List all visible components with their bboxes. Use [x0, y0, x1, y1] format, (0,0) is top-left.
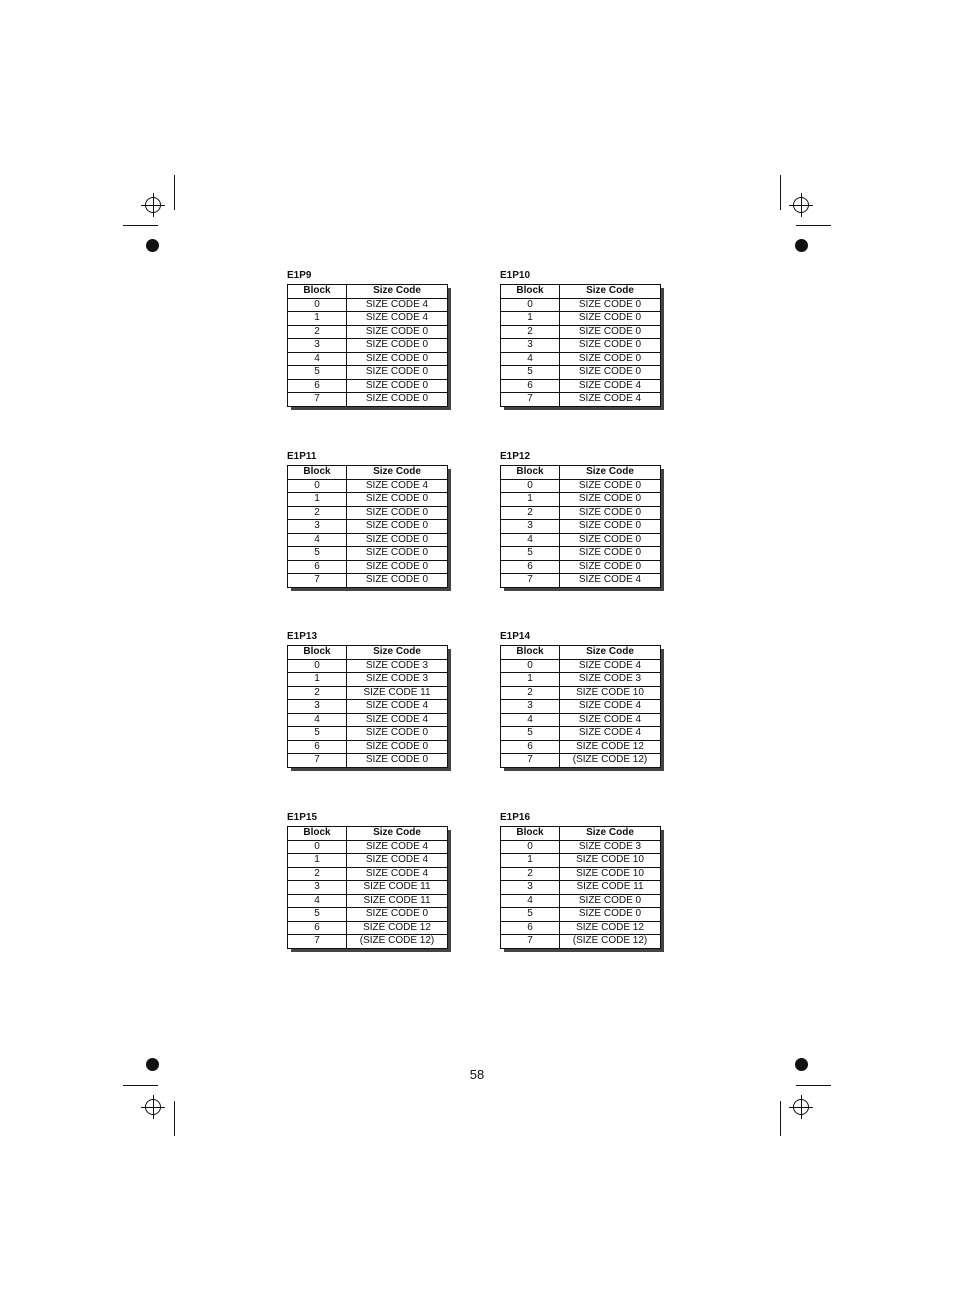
block-cell: 6 — [288, 740, 347, 754]
size-code-cell: SIZE CODE 3 — [560, 673, 661, 687]
table-row — [501, 894, 661, 908]
block-cell: 2 — [501, 867, 560, 881]
block-cell: 3 — [501, 881, 560, 895]
table-header-row — [501, 285, 661, 299]
size-code-cell: SIZE CODE 10 — [560, 686, 661, 700]
table-row — [501, 727, 661, 741]
block-cell: 5 — [501, 366, 560, 380]
block-cell: 0 — [288, 298, 347, 312]
block-cell: 7 — [501, 935, 560, 949]
table-row — [501, 560, 661, 574]
table-row — [288, 533, 448, 547]
size-code-cell: SIZE CODE 0 — [347, 366, 448, 380]
block-size-table — [287, 645, 448, 768]
table-row — [288, 754, 448, 768]
size-code-cell: SIZE CODE 0 — [347, 574, 448, 588]
size-code-cell: SIZE CODE 0 — [347, 533, 448, 547]
block-cell: 6 — [288, 921, 347, 935]
table-row — [288, 659, 448, 673]
block-cell: 6 — [288, 560, 347, 574]
block-cell: 4 — [288, 894, 347, 908]
table-row — [501, 366, 661, 380]
table-row — [501, 659, 661, 673]
block-column-header: Block — [288, 466, 347, 480]
registration-dot-icon — [795, 239, 808, 252]
block-cell: 5 — [288, 366, 347, 380]
table-row — [288, 339, 448, 353]
size-code-cell: SIZE CODE 0 — [347, 547, 448, 561]
table-row — [288, 312, 448, 326]
crop-line — [796, 1085, 831, 1086]
block-cell: 7 — [501, 574, 560, 588]
size-code-cell: SIZE CODE 0 — [560, 339, 661, 353]
table-row — [288, 520, 448, 534]
table-row — [288, 908, 448, 922]
block-cell: 0 — [288, 840, 347, 854]
block-column-header: Block — [501, 646, 560, 660]
table-row — [288, 560, 448, 574]
size-code-cell: SIZE CODE 0 — [560, 560, 661, 574]
table-row — [501, 479, 661, 493]
table-row — [501, 393, 661, 407]
block-cell: 2 — [501, 325, 560, 339]
size-code-cell: SIZE CODE 0 — [347, 727, 448, 741]
size-code-cell: SIZE CODE 12 — [347, 921, 448, 935]
block-cell: 7 — [288, 574, 347, 588]
block-cell: 4 — [501, 533, 560, 547]
size-code-cell: SIZE CODE 0 — [560, 493, 661, 507]
block-size-table — [500, 284, 661, 407]
size-code-cell: SIZE CODE 11 — [347, 894, 448, 908]
block-cell: 3 — [288, 339, 347, 353]
size-code-cell: SIZE CODE 0 — [560, 520, 661, 534]
table-row — [501, 574, 661, 588]
block-cell: 3 — [288, 520, 347, 534]
block-size-table — [500, 465, 661, 588]
block-cell: 0 — [288, 659, 347, 673]
size-code-cell: SIZE CODE 0 — [347, 379, 448, 393]
block-cell: 5 — [501, 547, 560, 561]
size-code-cell: SIZE CODE 0 — [560, 325, 661, 339]
table-row — [501, 754, 661, 768]
size-code-cell: SIZE CODE 0 — [560, 352, 661, 366]
table-header-row — [288, 466, 448, 480]
block-cell: 2 — [288, 867, 347, 881]
block-column-header: Block — [501, 285, 560, 299]
size-code-cell: SIZE CODE 0 — [347, 520, 448, 534]
block-cell: 3 — [288, 700, 347, 714]
size-code-column-header: Size Code — [347, 646, 448, 660]
block-cell: 0 — [501, 840, 560, 854]
block-cell: 1 — [501, 673, 560, 687]
block-cell: 6 — [501, 740, 560, 754]
block-cell: 4 — [501, 894, 560, 908]
table-row — [501, 533, 661, 547]
size-code-cell: SIZE CODE 0 — [560, 506, 661, 520]
table-row — [288, 379, 448, 393]
size-code-cell: SIZE CODE 0 — [347, 325, 448, 339]
table-row — [501, 921, 661, 935]
crop-line — [123, 1085, 158, 1086]
size-code-column-header: Size Code — [560, 285, 661, 299]
block-size-table — [500, 826, 661, 949]
size-code-column-header: Size Code — [347, 466, 448, 480]
size-code-cell: SIZE CODE 12 — [560, 921, 661, 935]
table-row — [288, 867, 448, 881]
block-cell: 5 — [288, 727, 347, 741]
size-code-cell: SIZE CODE 0 — [560, 908, 661, 922]
size-code-cell: SIZE CODE 3 — [347, 673, 448, 687]
table-row — [288, 713, 448, 727]
table-row — [501, 379, 661, 393]
size-code-column-header: Size Code — [347, 285, 448, 299]
size-code-cell: SIZE CODE 4 — [560, 727, 661, 741]
size-code-cell: SIZE CODE 12 — [560, 740, 661, 754]
table-row — [501, 908, 661, 922]
table-row — [501, 700, 661, 714]
size-code-cell: SIZE CODE 0 — [560, 479, 661, 493]
table-title: E1P10 — [500, 270, 531, 281]
table-row — [501, 339, 661, 353]
page-number: 58 — [469, 1067, 485, 1082]
table-row — [288, 921, 448, 935]
table-row — [501, 686, 661, 700]
block-cell: 1 — [288, 493, 347, 507]
size-code-cell: SIZE CODE 4 — [347, 713, 448, 727]
block-cell: 1 — [288, 854, 347, 868]
block-cell: 5 — [288, 908, 347, 922]
block-size-table — [287, 826, 448, 949]
table-row — [501, 493, 661, 507]
table-row — [288, 393, 448, 407]
block-cell: 2 — [288, 506, 347, 520]
table-title: E1P15 — [287, 812, 318, 823]
block-cell: 6 — [501, 921, 560, 935]
table-row — [501, 713, 661, 727]
block-cell: 3 — [501, 520, 560, 534]
size-code-cell: SIZE CODE 0 — [560, 298, 661, 312]
block-column-header: Block — [288, 827, 347, 841]
block-cell: 1 — [501, 854, 560, 868]
block-column-header: Block — [288, 646, 347, 660]
table-row — [288, 366, 448, 380]
block-cell: 3 — [288, 881, 347, 895]
size-code-cell: SIZE CODE 0 — [347, 908, 448, 922]
table-row — [288, 727, 448, 741]
table-row — [501, 298, 661, 312]
crop-line — [174, 1101, 175, 1136]
table-row — [288, 673, 448, 687]
size-code-cell: SIZE CODE 0 — [347, 393, 448, 407]
block-cell: 4 — [288, 352, 347, 366]
table-row — [501, 740, 661, 754]
size-code-column-header: Size Code — [560, 646, 661, 660]
table-row — [288, 493, 448, 507]
block-cell: 6 — [288, 379, 347, 393]
block-cell: 7 — [288, 754, 347, 768]
crop-line — [174, 175, 175, 210]
crop-line — [796, 225, 831, 226]
block-cell: 7 — [288, 935, 347, 949]
block-cell: 1 — [288, 312, 347, 326]
block-cell: 3 — [501, 700, 560, 714]
table-header-row — [501, 466, 661, 480]
block-cell: 1 — [288, 673, 347, 687]
block-column-header: Block — [288, 285, 347, 299]
registration-crosshair — [801, 193, 802, 217]
block-cell: 7 — [501, 754, 560, 768]
registration-crosshair — [153, 193, 154, 217]
block-cell: 0 — [501, 659, 560, 673]
table-row — [501, 506, 661, 520]
table-row — [288, 740, 448, 754]
table-row — [501, 935, 661, 949]
table-row — [288, 298, 448, 312]
table-row — [288, 574, 448, 588]
table-header-row — [501, 827, 661, 841]
table-title: E1P14 — [500, 631, 531, 642]
table-row — [501, 881, 661, 895]
block-cell: 0 — [501, 479, 560, 493]
size-code-cell: SIZE CODE 4 — [560, 700, 661, 714]
size-code-cell: SIZE CODE 10 — [560, 854, 661, 868]
size-code-cell: SIZE CODE 4 — [347, 312, 448, 326]
block-cell: 2 — [288, 325, 347, 339]
block-cell: 1 — [501, 493, 560, 507]
size-code-cell: SIZE CODE 4 — [347, 479, 448, 493]
size-code-cell: SIZE CODE 0 — [347, 352, 448, 366]
size-code-cell: SIZE CODE 0 — [347, 754, 448, 768]
size-code-cell: SIZE CODE 0 — [560, 894, 661, 908]
size-code-cell: (SIZE CODE 12) — [560, 754, 661, 768]
size-code-cell: SIZE CODE 4 — [560, 659, 661, 673]
size-code-cell: SIZE CODE 0 — [347, 493, 448, 507]
size-code-cell: SIZE CODE 0 — [560, 547, 661, 561]
block-cell: 0 — [288, 479, 347, 493]
size-code-cell: SIZE CODE 11 — [560, 881, 661, 895]
table-row — [288, 840, 448, 854]
crop-line — [123, 225, 158, 226]
block-cell: 2 — [501, 686, 560, 700]
block-cell: 4 — [288, 713, 347, 727]
crop-line — [780, 1101, 781, 1136]
table-title: E1P9 — [287, 270, 312, 281]
size-code-cell: SIZE CODE 11 — [347, 881, 448, 895]
size-code-cell: (SIZE CODE 12) — [560, 935, 661, 949]
size-code-cell: SIZE CODE 4 — [560, 393, 661, 407]
table-row — [501, 547, 661, 561]
size-code-cell: SIZE CODE 0 — [560, 312, 661, 326]
block-cell: 3 — [501, 339, 560, 353]
block-size-table — [287, 284, 448, 407]
block-cell: 5 — [501, 908, 560, 922]
size-code-cell: SIZE CODE 0 — [560, 533, 661, 547]
block-cell: 2 — [501, 506, 560, 520]
size-code-column-header: Size Code — [347, 827, 448, 841]
table-row — [501, 312, 661, 326]
registration-crosshair — [801, 1095, 802, 1119]
block-cell: 2 — [288, 686, 347, 700]
table-row — [288, 700, 448, 714]
table-row — [288, 854, 448, 868]
block-column-header: Block — [501, 827, 560, 841]
table-header-row — [288, 646, 448, 660]
block-cell: 7 — [288, 393, 347, 407]
table-title: E1P12 — [500, 451, 531, 462]
table-title: E1P11 — [287, 451, 317, 462]
block-size-table — [287, 465, 448, 588]
size-code-cell: SIZE CODE 4 — [347, 840, 448, 854]
size-code-cell: SIZE CODE 4 — [347, 700, 448, 714]
table-row — [501, 520, 661, 534]
table-row — [288, 686, 448, 700]
size-code-cell: SIZE CODE 4 — [347, 867, 448, 881]
table-row — [501, 854, 661, 868]
block-size-table — [500, 645, 661, 768]
table-row — [501, 840, 661, 854]
size-code-cell: SIZE CODE 4 — [347, 854, 448, 868]
table-row — [288, 935, 448, 949]
table-row — [501, 867, 661, 881]
block-cell: 5 — [288, 547, 347, 561]
table-row — [288, 352, 448, 366]
size-code-cell: SIZE CODE 3 — [347, 659, 448, 673]
table-row — [501, 325, 661, 339]
size-code-cell: SIZE CODE 3 — [560, 840, 661, 854]
size-code-column-header: Size Code — [560, 466, 661, 480]
size-code-cell: SIZE CODE 4 — [560, 379, 661, 393]
table-header-row — [288, 827, 448, 841]
size-code-cell: SIZE CODE 4 — [560, 713, 661, 727]
table-row — [288, 506, 448, 520]
size-code-cell: SIZE CODE 0 — [347, 560, 448, 574]
registration-crosshair — [153, 1095, 154, 1119]
table-row — [288, 894, 448, 908]
block-cell: 4 — [501, 713, 560, 727]
crop-line — [780, 175, 781, 210]
size-code-cell: SIZE CODE 0 — [560, 366, 661, 380]
block-cell: 0 — [501, 298, 560, 312]
size-code-cell: (SIZE CODE 12) — [347, 935, 448, 949]
table-title: E1P13 — [287, 631, 318, 642]
registration-dot-icon — [146, 239, 159, 252]
size-code-cell: SIZE CODE 4 — [560, 574, 661, 588]
block-cell: 6 — [501, 560, 560, 574]
block-cell: 1 — [501, 312, 560, 326]
table-row — [288, 881, 448, 895]
block-cell: 7 — [501, 393, 560, 407]
block-cell: 4 — [501, 352, 560, 366]
size-code-cell: SIZE CODE 10 — [560, 867, 661, 881]
size-code-cell: SIZE CODE 11 — [347, 686, 448, 700]
size-code-cell: SIZE CODE 0 — [347, 740, 448, 754]
table-title: E1P16 — [500, 812, 531, 823]
table-row — [288, 325, 448, 339]
size-code-cell: SIZE CODE 0 — [347, 506, 448, 520]
block-column-header: Block — [501, 466, 560, 480]
table-row — [288, 547, 448, 561]
table-header-row — [288, 285, 448, 299]
table-row — [501, 352, 661, 366]
block-cell: 5 — [501, 727, 560, 741]
size-code-column-header: Size Code — [560, 827, 661, 841]
table-row — [288, 479, 448, 493]
block-cell: 6 — [501, 379, 560, 393]
block-cell: 4 — [288, 533, 347, 547]
size-code-cell: SIZE CODE 0 — [347, 339, 448, 353]
table-row — [501, 673, 661, 687]
size-code-cell: SIZE CODE 4 — [347, 298, 448, 312]
table-header-row — [501, 646, 661, 660]
